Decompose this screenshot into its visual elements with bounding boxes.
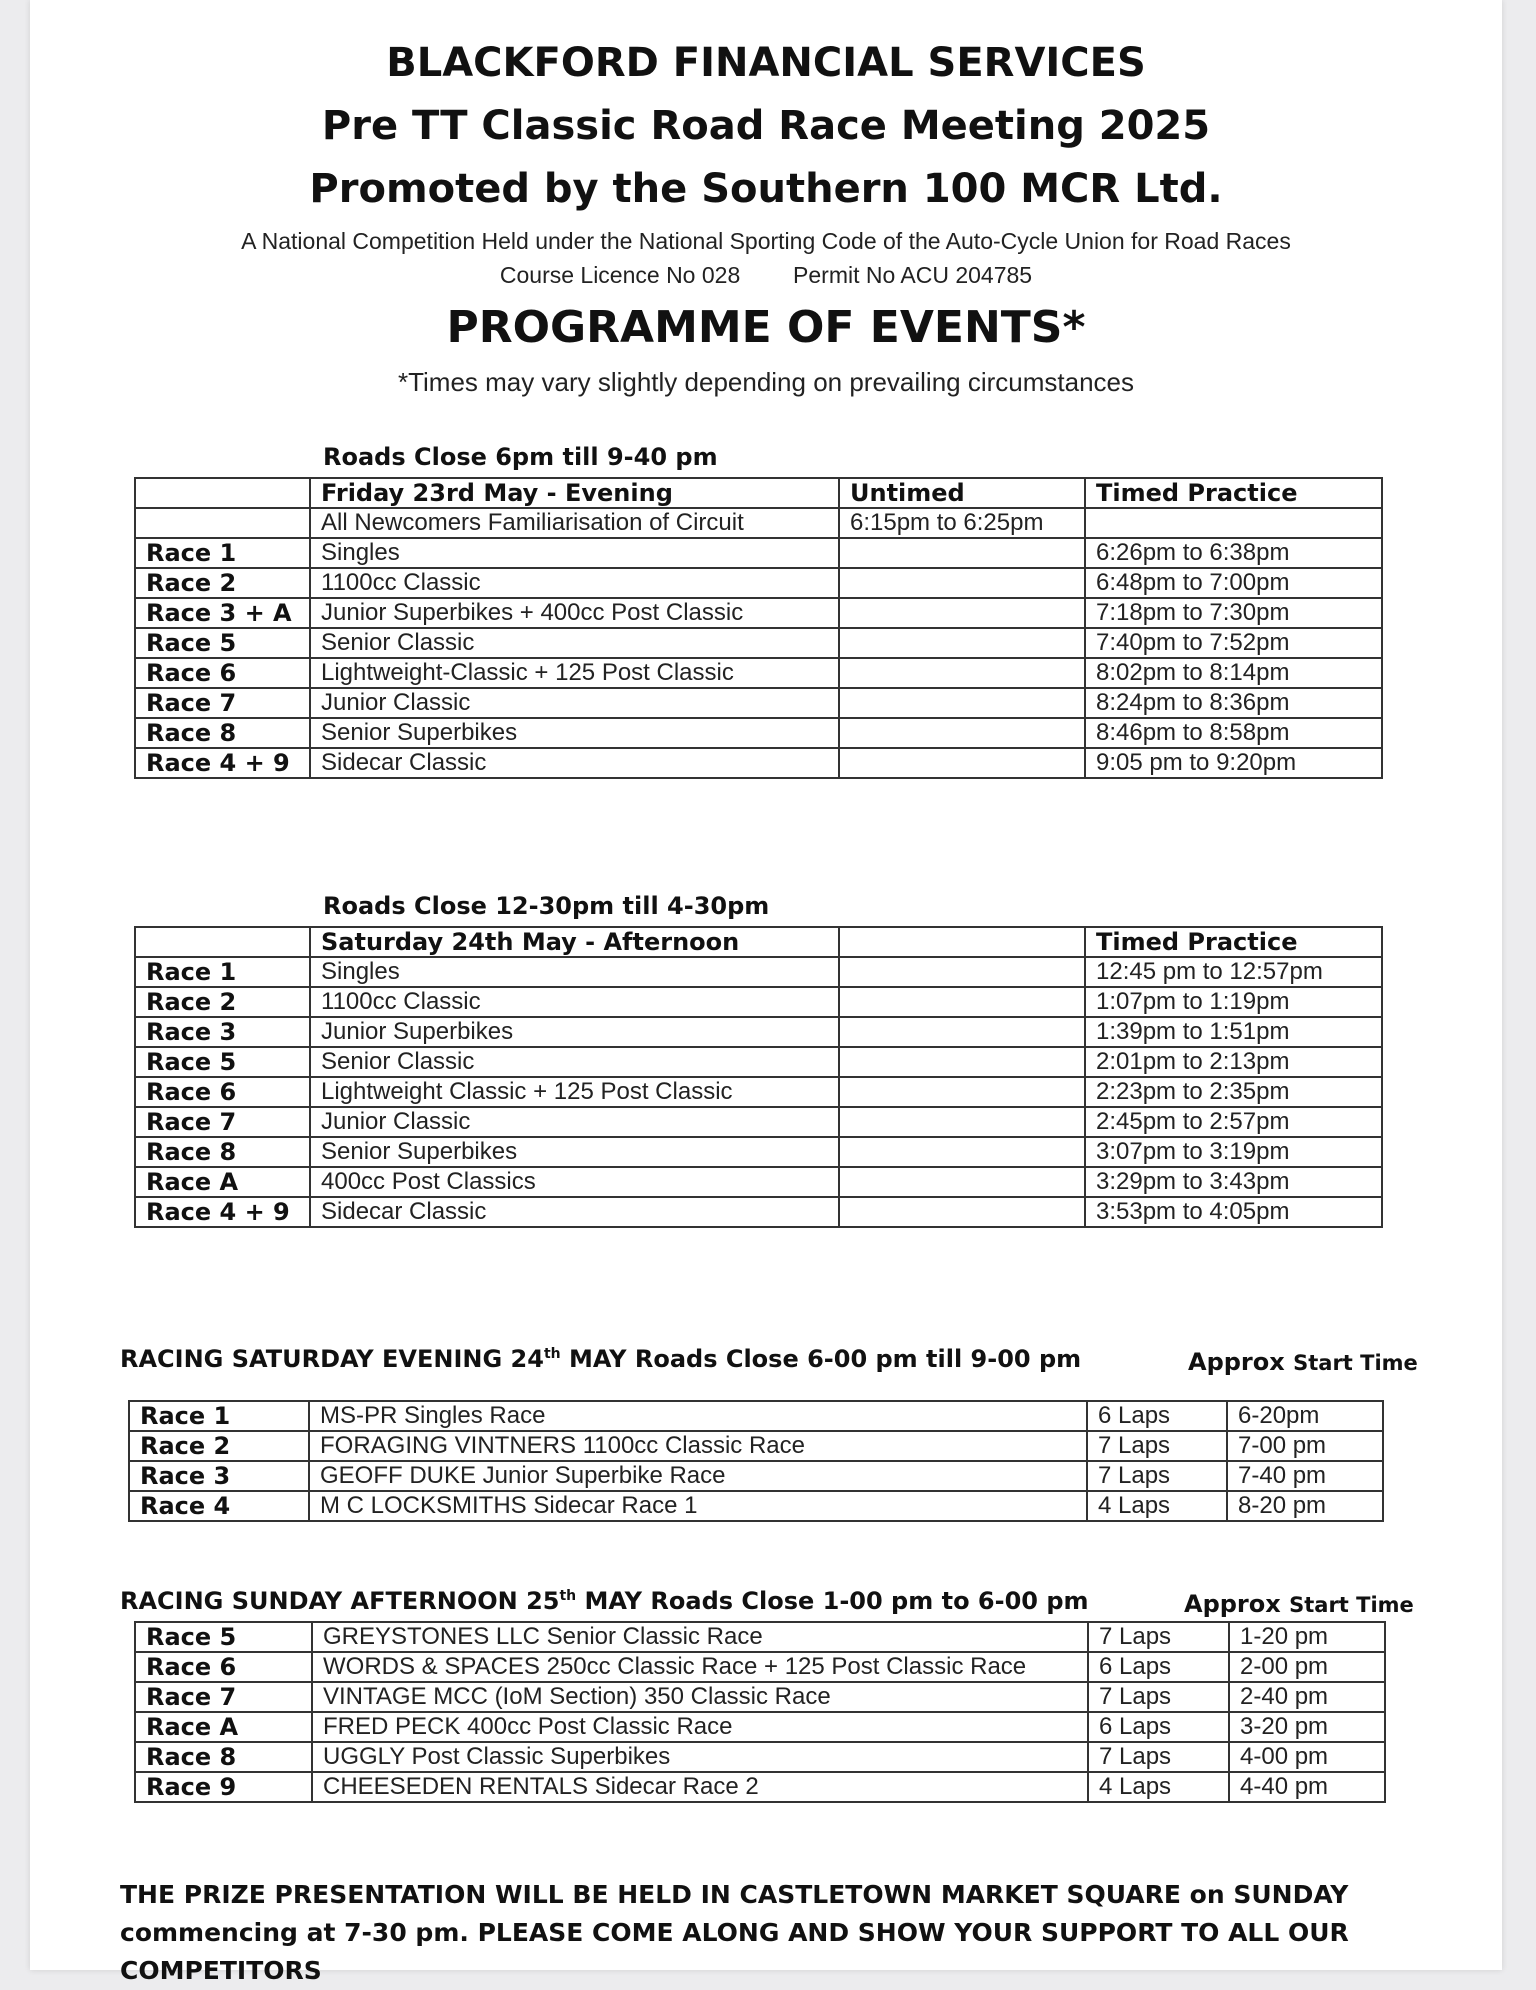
table-row xyxy=(135,598,1382,628)
untimed-heading: Untimed xyxy=(839,478,1085,508)
untimed-cell: 6:15pm to 6:25pm xyxy=(839,508,1085,538)
event-cell: WORDS & SPACES 250cc Classic Race + 125 Post Classic Race xyxy=(312,1652,1088,1682)
race-cell: Race 8 xyxy=(135,718,310,748)
event-cell: Singles xyxy=(310,538,839,568)
timed-cell: 2:23pm to 2:35pm xyxy=(1085,1077,1382,1107)
laps-cell: 6 Laps xyxy=(1088,1712,1229,1742)
laps-cell: 6 Laps xyxy=(1087,1401,1227,1431)
timed-cell: 8:02pm to 8:14pm xyxy=(1085,658,1382,688)
table-row xyxy=(135,628,1382,658)
permit-number: Permit No ACU 204785 xyxy=(793,262,1033,288)
table-row xyxy=(129,1401,1383,1431)
event-cell: 1100cc Classic xyxy=(310,568,839,598)
event-cell: CHEESEDEN RENTALS Sidecar Race 2 xyxy=(312,1772,1088,1802)
table-row xyxy=(135,688,1382,718)
laps-cell: 7 Laps xyxy=(1088,1682,1229,1712)
event-cell: GREYSTONES LLC Senior Classic Race xyxy=(312,1622,1088,1652)
table-row xyxy=(135,1772,1385,1802)
table-row xyxy=(129,1461,1383,1491)
race-cell: Race 4 + 9 xyxy=(135,748,310,778)
untimed-cell xyxy=(839,1077,1085,1107)
untimed-cell xyxy=(839,538,1085,568)
race-cell: Race 3 xyxy=(135,1017,310,1047)
race-cell: Race 4 xyxy=(129,1491,309,1521)
title-promoter: Promoted by the Southern 100 MCR Ltd. xyxy=(309,166,1223,212)
race-cell xyxy=(135,478,310,508)
untimed-cell xyxy=(839,688,1085,718)
friday-practice-table xyxy=(134,477,1383,779)
race-cell xyxy=(135,927,310,957)
race-cell: Race 5 xyxy=(135,1047,310,1077)
race-cell: Race A xyxy=(135,1167,310,1197)
laps-cell: 7 Laps xyxy=(1087,1461,1227,1491)
race-cell: Race A xyxy=(135,1712,312,1742)
sat-eve-heading-sup: th xyxy=(543,1346,561,1362)
event-cell: Senior Classic xyxy=(310,628,839,658)
document-page xyxy=(30,0,1502,1985)
event-cell: GEOFF DUKE Junior Superbike Race xyxy=(309,1461,1087,1491)
untimed-cell xyxy=(839,598,1085,628)
saturday-evening-heading xyxy=(120,1345,1081,1373)
sunday-heading xyxy=(120,1587,1089,1615)
race-cell: Race 2 xyxy=(135,568,310,598)
table-row xyxy=(135,1047,1382,1077)
race-cell: Race 6 xyxy=(135,658,310,688)
event-cell: MS-PR Singles Race xyxy=(309,1401,1087,1431)
start-time-cell: 8-20 pm xyxy=(1227,1491,1383,1521)
table-row xyxy=(135,1622,1385,1652)
table-row xyxy=(135,1137,1382,1167)
event-cell: 1100cc Classic xyxy=(310,987,839,1017)
sat-eve-heading-b: MAY Roads Close 6-00 pm till 9-00 pm xyxy=(560,1345,1082,1373)
timed-cell: 8:24pm to 8:36pm xyxy=(1085,688,1382,718)
timed-cell: 7:18pm to 7:30pm xyxy=(1085,598,1382,628)
untimed-cell xyxy=(839,1167,1085,1197)
timed-cell: 8:46pm to 8:58pm xyxy=(1085,718,1382,748)
sunday-heading-b: MAY Roads Close 1-00 pm to 6-00 pm xyxy=(576,1587,1089,1615)
start-time-cell: 4-40 pm xyxy=(1229,1772,1385,1802)
table-row xyxy=(135,1017,1382,1047)
saturday-evening-races-table xyxy=(128,1400,1384,1522)
race-cell: Race 1 xyxy=(135,538,310,568)
sat-eve-heading-a: RACING SATURDAY EVENING 24 xyxy=(120,1345,544,1373)
untimed-cell xyxy=(839,1047,1085,1077)
race-cell: Race 2 xyxy=(129,1431,309,1461)
approx-word: Approx xyxy=(1184,1590,1281,1618)
table-row xyxy=(135,1712,1385,1742)
saturday-header-row xyxy=(135,927,1382,957)
saturday-practice-table xyxy=(134,926,1383,1228)
table-row xyxy=(135,568,1382,598)
event-cell: 400cc Post Classics xyxy=(310,1167,839,1197)
timed-cell: 3:53pm to 4:05pm xyxy=(1085,1197,1382,1227)
table-row xyxy=(135,1197,1382,1227)
event-cell: Sidecar Classic xyxy=(310,748,839,778)
table-row xyxy=(135,957,1382,987)
prize-presentation-notice: THE PRIZE PRESENTATION WILL BE HELD IN CASTLETOWN MARKET SQUARE on SUNDAY commencing at 7-30 pm. PLEASE COME ALONG AND SHOW YOUR SUPPORT TO ALL OUR COMPETITORS xyxy=(120,1880,1349,1985)
table-row xyxy=(135,1742,1385,1772)
friday-header-row xyxy=(135,478,1382,508)
untimed-cell xyxy=(839,1107,1085,1137)
event-cell: Lightweight Classic + 125 Post Classic xyxy=(310,1077,839,1107)
event-cell: Junior Classic xyxy=(310,1107,839,1137)
timed-cell: 1:39pm to 1:51pm xyxy=(1085,1017,1382,1047)
laps-cell: 7 Laps xyxy=(1087,1431,1227,1461)
race-cell: Race 8 xyxy=(135,1137,310,1167)
untimed-cell xyxy=(839,987,1085,1017)
untimed-cell xyxy=(839,718,1085,748)
timed-cell: 12:45 pm to 12:57pm xyxy=(1085,957,1382,987)
race-cell: Race 3 + A xyxy=(135,598,310,628)
untimed-cell xyxy=(839,658,1085,688)
timed-cell: 6:48pm to 7:00pm xyxy=(1085,568,1382,598)
event-cell: Senior Superbikes xyxy=(310,718,839,748)
table-row xyxy=(135,1652,1385,1682)
times-note: *Times may vary slightly depending on prevailing circumstances xyxy=(397,367,1135,397)
start-time-cell: 2-40 pm xyxy=(1229,1682,1385,1712)
event-cell: FRED PECK 400cc Post Classic Race xyxy=(312,1712,1088,1742)
laps-cell: 4 Laps xyxy=(1088,1772,1229,1802)
timed-cell: 7:40pm to 7:52pm xyxy=(1085,628,1382,658)
table-row xyxy=(135,718,1382,748)
event-cell: FORAGING VINTNERS 1100cc Classic Race xyxy=(309,1431,1087,1461)
start-time-cell: 7-00 pm xyxy=(1227,1431,1383,1461)
day-heading: Friday 23rd May - Evening xyxy=(310,478,839,508)
race-cell: Race 4 + 9 xyxy=(135,1197,310,1227)
race-cell: Race 2 xyxy=(135,987,310,1017)
untimed-cell xyxy=(839,628,1085,658)
untimed-cell xyxy=(839,1017,1085,1047)
table-row xyxy=(135,1077,1382,1107)
start-time-cell: 7-40 pm xyxy=(1227,1461,1383,1491)
laps-cell: 4 Laps xyxy=(1087,1491,1227,1521)
event-cell: Junior Superbikes + 400cc Post Classic xyxy=(310,598,839,628)
laps-cell: 7 Laps xyxy=(1088,1742,1229,1772)
laps-cell: 6 Laps xyxy=(1088,1652,1229,1682)
event-cell: VINTAGE MCC (IoM Section) 350 Classic Race xyxy=(312,1682,1088,1712)
event-cell: Junior Superbikes xyxy=(310,1017,839,1047)
table-row xyxy=(135,1107,1382,1137)
timed-cell: 3:07pm to 3:19pm xyxy=(1085,1137,1382,1167)
licence-line xyxy=(30,262,1502,289)
event-cell: Senior Superbikes xyxy=(310,1137,839,1167)
race-cell: Race 7 xyxy=(135,1682,312,1712)
untimed-cell xyxy=(839,748,1085,778)
event-cell: Lightweight-Classic + 125 Post Classic xyxy=(310,658,839,688)
race-cell: Race 5 xyxy=(135,1622,312,1652)
race-cell: Race 6 xyxy=(135,1652,312,1682)
race-cell: Race 7 xyxy=(135,688,310,718)
untimed-cell xyxy=(839,927,1085,957)
event-cell: Singles xyxy=(310,957,839,987)
race-cell: Race 8 xyxy=(135,1742,312,1772)
timed-practice-heading: Timed Practice xyxy=(1085,927,1382,957)
timed-cell: 1:07pm to 1:19pm xyxy=(1085,987,1382,1017)
table-row xyxy=(135,1167,1382,1197)
start-time-cell: 2-00 pm xyxy=(1229,1652,1385,1682)
race-cell: Race 1 xyxy=(135,957,310,987)
title-meeting: Pre TT Classic Road Race Meeting 2025 xyxy=(321,103,1211,149)
competition-statement: A National Competition Held under the National Sporting Code of the Auto-Cycle Union for Road Races xyxy=(241,228,1291,254)
table-row xyxy=(135,987,1382,1017)
friday-roads-close: Roads Close 6pm till 9-40 pm xyxy=(323,443,718,471)
timed-practice-heading: Timed Practice xyxy=(1085,478,1382,508)
event-cell: Junior Classic xyxy=(310,688,839,718)
event-cell: Sidecar Classic xyxy=(310,1197,839,1227)
race-cell: Race 9 xyxy=(135,1772,312,1802)
event-cell: Senior Classic xyxy=(310,1047,839,1077)
sunday-heading-a: RACING SUNDAY AFTERNOON 25 xyxy=(120,1587,560,1615)
start-time-cell: 6-20pm xyxy=(1227,1401,1383,1431)
sat-eve-approx-label xyxy=(1188,1348,1418,1376)
timed-cell: 9:05 pm to 9:20pm xyxy=(1085,748,1382,778)
sunday-heading-sup: th xyxy=(559,1588,577,1604)
table-row xyxy=(135,1682,1385,1712)
start-time-cell: 4-00 pm xyxy=(1229,1742,1385,1772)
timed-cell: 2:45pm to 2:57pm xyxy=(1085,1107,1382,1137)
untimed-cell xyxy=(839,568,1085,598)
approx-word: Approx xyxy=(1188,1348,1285,1376)
saturday-roads-close: Roads Close 12-30pm till 4-30pm xyxy=(323,892,770,920)
untimed-cell xyxy=(839,957,1085,987)
race-cell: Race 5 xyxy=(135,628,310,658)
start-time-cell: 3-20 pm xyxy=(1229,1712,1385,1742)
timed-cell: 6:26pm to 6:38pm xyxy=(1085,538,1382,568)
laps-cell: 7 Laps xyxy=(1088,1622,1229,1652)
timed-cell: 2:01pm to 2:13pm xyxy=(1085,1047,1382,1077)
race-cell: Race 6 xyxy=(135,1077,310,1107)
untimed-cell xyxy=(839,1137,1085,1167)
sunday-races-table xyxy=(134,1621,1386,1803)
table-row xyxy=(129,1431,1383,1461)
title-sponsor: BLACKFORD FINANCIAL SERVICES xyxy=(386,40,1146,86)
sunday-approx-label xyxy=(1184,1590,1414,1618)
race-cell: Race 7 xyxy=(135,1107,310,1137)
newcomers-row xyxy=(135,508,1382,538)
race-cell xyxy=(135,508,310,538)
start-time-word: Start Time xyxy=(1289,1593,1414,1617)
start-time-word: Start Time xyxy=(1293,1351,1418,1375)
programme-heading: PROGRAMME OF EVENTS* xyxy=(446,302,1086,353)
table-row xyxy=(135,658,1382,688)
event-cell: All Newcomers Familiarisation of Circuit xyxy=(310,508,839,538)
timed-cell: 3:29pm to 3:43pm xyxy=(1085,1167,1382,1197)
untimed-cell xyxy=(839,1197,1085,1227)
timed-cell xyxy=(1085,508,1382,538)
day-heading: Saturday 24th May - Afternoon xyxy=(310,927,839,957)
table-row xyxy=(135,538,1382,568)
event-cell: UGGLY Post Classic Superbikes xyxy=(312,1742,1088,1772)
race-cell: Race 1 xyxy=(129,1401,309,1431)
table-row xyxy=(135,748,1382,778)
race-cell: Race 3 xyxy=(129,1461,309,1491)
event-cell: M C LOCKSMITHS Sidecar Race 1 xyxy=(309,1491,1087,1521)
start-time-cell: 1-20 pm xyxy=(1229,1622,1385,1652)
course-licence: Course Licence No 028 xyxy=(499,262,741,288)
table-row xyxy=(129,1491,1383,1521)
